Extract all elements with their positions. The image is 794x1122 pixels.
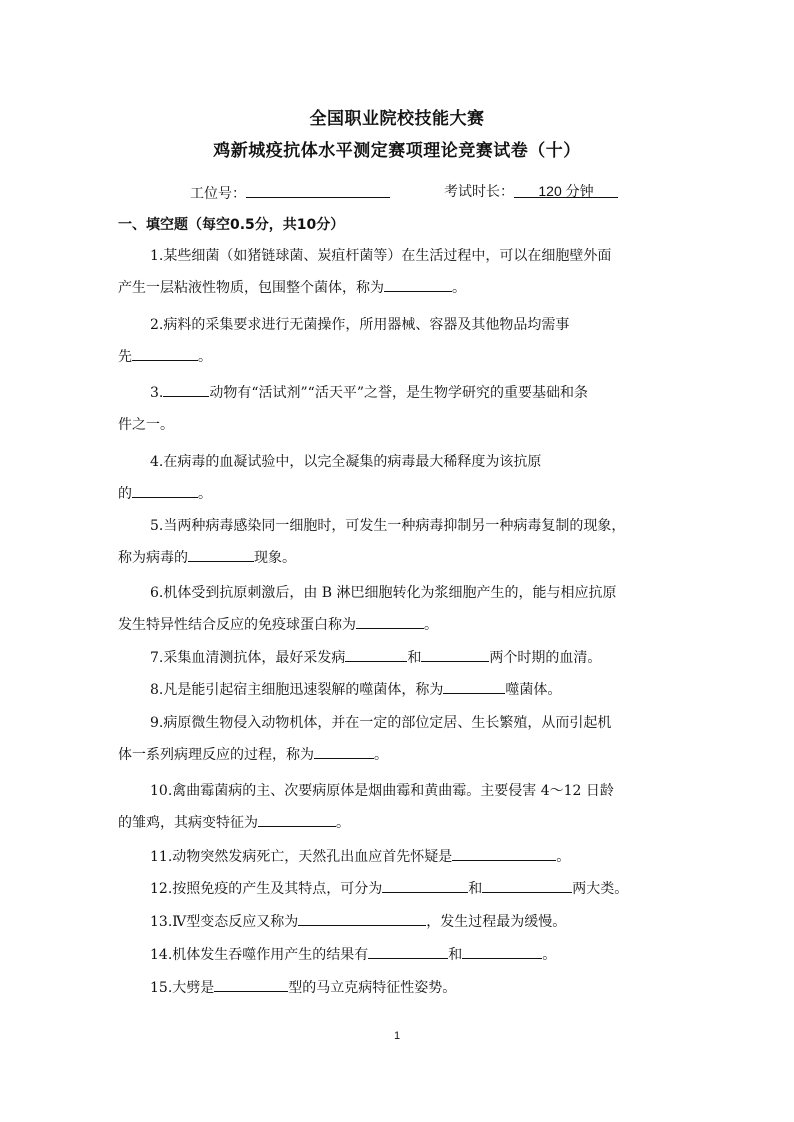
question-text: 2.病料的采集要求进行无菌操作，所用器械、容器及其他物品均需事 — [150, 317, 570, 333]
question-text: 。 — [336, 815, 350, 831]
section-heading: 一、填空题（每空0.5分，共10分） — [118, 217, 345, 233]
question-text: 4.在病毒的血凝试验中，以完全凝集的病毒最大稀释度为该抗原 — [150, 454, 542, 470]
question-item — [118, 577, 688, 641]
question-item — [118, 707, 688, 771]
answer-blank[interactable] — [188, 545, 254, 562]
answer-blank[interactable] — [368, 942, 448, 959]
question-text: 产生一层粘液性物质，包围整个菌体，称为 — [118, 280, 384, 296]
duration-field — [444, 181, 618, 201]
answer-blank[interactable] — [462, 942, 542, 959]
question-item — [118, 775, 688, 839]
question-text: 6.机体受到抗原刺激后，由 B 淋巴细胞转化为浆细胞产生的，能与相应抗原 — [150, 585, 617, 601]
question-text: 。 — [542, 947, 557, 963]
answer-blank[interactable] — [214, 975, 288, 992]
question-text: 15.大劈是 — [150, 980, 215, 996]
question-text: 现象。 — [254, 550, 296, 566]
station-field — [190, 181, 390, 203]
duration-label: 考试时长： — [444, 184, 514, 200]
question-text: 5.当两种病毒感染同一细胞时，可发生一种病毒抑制另一种病毒复制的现象， — [150, 518, 626, 534]
answer-blank[interactable] — [314, 742, 374, 759]
question-text: 。 — [424, 617, 438, 633]
question-item — [118, 972, 688, 1004]
question-item — [118, 906, 688, 938]
question-item — [118, 377, 688, 441]
question-text: 发生特异性结合反应的免疫球蛋白称为 — [118, 617, 356, 633]
question-text: 噬菌体。 — [505, 682, 562, 698]
duration-value: 120 分钟 — [514, 181, 618, 198]
competition-title: 全国职业院校技能大赛 — [309, 109, 485, 129]
question-text: 件之一。 — [118, 417, 174, 433]
answer-blank[interactable] — [382, 876, 468, 893]
question-text: 。 — [198, 349, 212, 365]
station-blank[interactable] — [246, 181, 390, 198]
question-text: 和 — [407, 650, 422, 666]
question-text: 10.禽曲霉菌病的主、次要病原体是烟曲霉和黄曲霉。主要侵害 4～12 日龄 — [150, 783, 614, 799]
question-text: 两大类。 — [572, 881, 629, 897]
question-text: 8.凡是能引起宿主细胞迅速裂解的噬菌体，称为 — [150, 682, 444, 698]
question-text: 和 — [448, 947, 463, 963]
question-text: 动物有“活试剂”“活天平”之誉，是生物学研究的重要基础和条 — [209, 385, 588, 401]
question-text: 型的马立克病特征性姿势。 — [288, 980, 457, 996]
question-item — [118, 674, 688, 706]
question-text: 14.机体发生吞噬作用产生的结果有 — [150, 947, 369, 963]
answer-blank[interactable] — [443, 677, 505, 694]
question-text: 先 — [118, 349, 132, 365]
question-item — [118, 939, 688, 971]
question-item — [118, 873, 688, 905]
question-text: ，发生过程最为缓慢。 — [426, 914, 567, 930]
question-text: 11.动物突然发病死亡，天然孔出血应首先怀疑是 — [150, 849, 453, 865]
answer-blank[interactable] — [345, 645, 407, 662]
question-text: 两个时期的血清。 — [489, 650, 602, 666]
station-label: 工位号： — [190, 186, 246, 202]
question-text: 13.Ⅳ型变态反应又称为 — [150, 914, 299, 930]
answer-blank[interactable] — [421, 645, 489, 662]
question-text: 的 — [118, 486, 132, 502]
exam-title: 鸡新城疫抗体水平测定赛项理论竞赛试卷（十） — [213, 141, 581, 161]
question-item — [118, 240, 688, 304]
answer-blank[interactable] — [298, 909, 426, 926]
question-text: 12.按照免疫的产生及其特点，可分为 — [150, 881, 383, 897]
question-text: 。 — [452, 280, 466, 296]
question-text: 。 — [198, 486, 212, 502]
page-number: 1 — [393, 1030, 401, 1042]
question-text: 。 — [374, 747, 388, 763]
answer-blank[interactable] — [356, 612, 424, 629]
answer-blank[interactable] — [482, 876, 572, 893]
answer-blank[interactable] — [452, 844, 556, 861]
question-item — [118, 446, 688, 510]
answer-blank[interactable] — [163, 380, 209, 397]
question-text: 称为病毒的 — [118, 550, 188, 566]
question-text: 和 — [468, 881, 483, 897]
question-text: 1.某些细菌（如猪链球菌、炭疽杆菌等）在生活过程中，可以在细胞壁外面 — [150, 248, 612, 264]
question-item — [118, 642, 688, 674]
question-text: 的雏鸡，其病变特征为 — [118, 815, 258, 831]
answer-blank[interactable] — [132, 481, 198, 498]
question-text: 。 — [556, 849, 571, 865]
question-text: 3. — [150, 385, 164, 401]
question-text: 9.病原微生物侵入动物机体，并在一定的部位定居、生长繁殖，从而引起机 — [150, 715, 612, 731]
answer-blank[interactable] — [384, 275, 452, 292]
question-text: 7.采集血清测抗体，最好采发病 — [150, 650, 346, 666]
question-text: 体一系列病理反应的过程，称为 — [118, 747, 314, 763]
answer-blank[interactable] — [258, 810, 336, 827]
question-item — [118, 510, 688, 574]
question-item — [118, 309, 688, 373]
answer-blank[interactable] — [132, 344, 198, 361]
question-item — [118, 841, 688, 873]
